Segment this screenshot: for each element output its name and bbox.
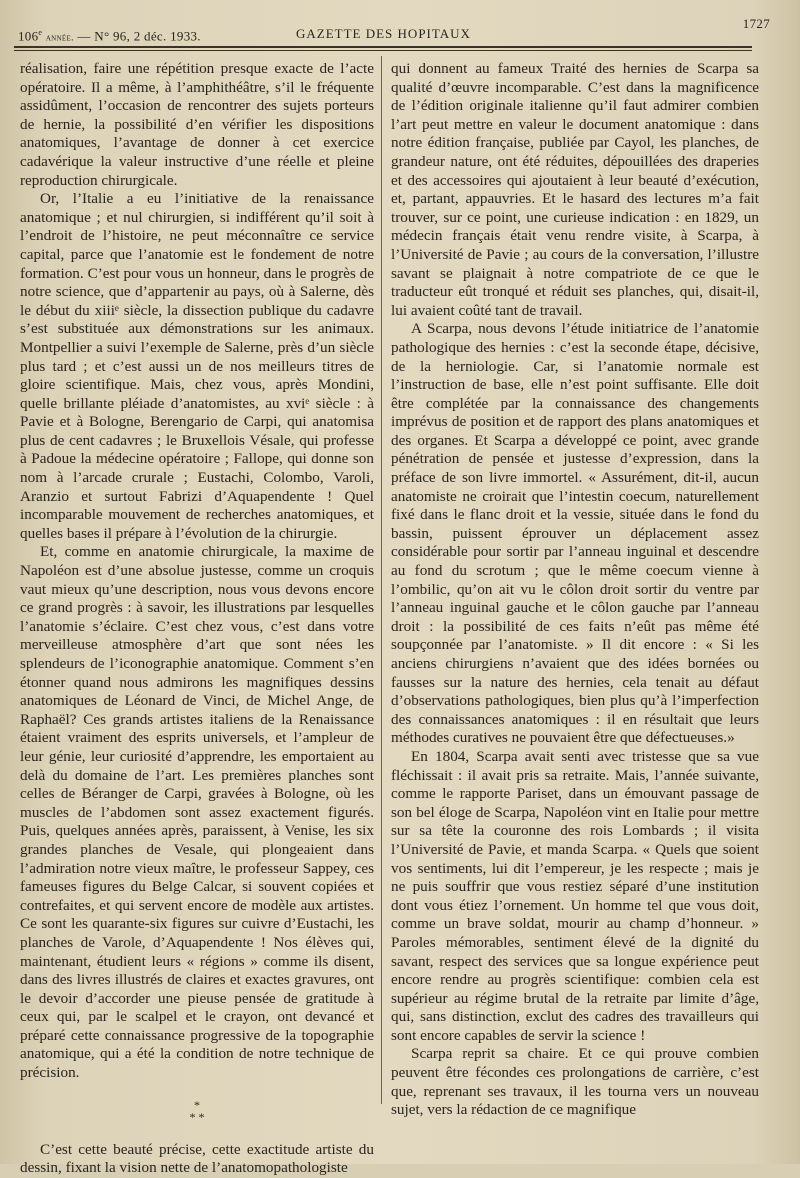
- issue-info: [18, 28, 201, 44]
- right-column: [391, 60, 759, 1120]
- journal-title: GAZETTE DES HOPITAUX: [296, 26, 471, 41]
- year-suffix: e: [38, 28, 43, 37]
- page-number: 1727: [742, 16, 770, 31]
- left-paragraph-2: Or, l’Italie a eu l’initiative de la renaissance anatomique ; et nul chirurgien, si indifférent qu’il soit à l’endroit de l’histoire, ne peut méconnaître ce service capital, parce que l’anatomie est le fondement de notre formation. C’est pour vous un honneur, dans le progrès de notre science, que d’appartenir au pays, où à Salerne, dès le début du xiiiᵉ siècle, la dissection publique du cadavre s’est substituée aux démonstrations sur les animaux. Montpellier a suivi l’exemple de Salerne, près d’un siècle plus tard ; et c’est aussi un de nos meilleurs titres de gloire scientifique. Mais, chez vous, après Mondini, quelle brillante pléiade d’anatomistes, au xviᵉ siècle : à Pavie et à Bologne, Berengario de Carpi, qui anatomisa plus de cent cadavres ; le Bruxellois Vésale, qui professe à Padoue la médecine opératoire ; Fallope, qui donne son nom à l’arcade crurale ; Eustachi, Colombo, Varoli, Aranzio et surtout Fabrizi d’Aquapendente ! Quel incomparable mouvement de recherches anatomiques, et quelles bases il prépare à l’évolution de la chirurgie.: [20, 190, 374, 542]
- left-column: [20, 60, 374, 1178]
- year-word: année.: [45, 32, 74, 44]
- right-paragraph-2: A Scarpa, nous devons l’étude initiatrice de l’anatomie pathologique des hernies : c’est la seconde étape, décisive, de la herniologie. Car, si l’anatomie normale est l’instruction de base, elle n’est point suffisante. Elle doit être complétée par la connaissance des changements imprévus de position et de rapport des plans anatomiques et des organes. Et Scarpa a développé ce point, avec grande pénétration de pensée et justesse d’expression, dans la préface de son livre immortel. « Assurément, dit-il, aucun anatomiste ne croirait que l’intestin coecum, naturellement fixé dans le flanc droit et la vessie, située dans le fond du bassin, puissent éprouver un déplacement assez considérable pour sortir par l’anneau inguinal et descendre au fond du scrotum ; que le même coecum vienne à l’ombilic, qu’on ait vu le côlon droit sortir du ventre par l’anneau inguinal gauche et le côlon gauche par l’anneau droit : la possibilité de ces faits n’eût pas même été soupçonnée par l’anatomiste. » Il dit encore : « Si les anciens chirurgiens n’avaient que des idées bornées ou fausses sur la nature des hernies, cela tenait au défaut d’observations pathologiques, bien plus qu’à l’imperfection des connaissances anatomiques : il en résultait que leurs méthodes curatives ne pouvaient être que défectueuses.»: [391, 320, 759, 747]
- header-rule-thin: [14, 50, 752, 51]
- separator-line-2: * *: [189, 1109, 205, 1124]
- separator-line-1: *: [194, 1097, 200, 1112]
- right-paragraph-1: qui donnent au fameux Traité des hernies de Scarpa sa qualité d’œuvre incomparable. C’est dans la magnificence de l’édition originale italienne qu’il faut admirer combien l’art peut mettre en valeur le document anatomique : dans notre édition française, publiée par Cayol, les planches, de grandeur nature, ont été réduites, dépouillées des draperies et des accessoires qui ajoutaient à leur beauté d’exécution, et, partant, appauvries. Et le hasard des lectures m’a fait trouver, sur ce point, une curieuse indication : en 1829, un médecin français était venu rendre visite, à Scarpa, à l’Université de Pavie ; au cours de la conversation, l’illustre savant se plaignait à notre compatriote de ce que le traducteur eût tronqué et réduit ses planches, qui, disait-il, lui avaient coûté tant de travail.: [391, 60, 759, 319]
- right-paragraph-3: En 1804, Scarpa avait senti avec tristesse que sa vue fléchissait : il avait pris sa retraite. Mais, l’année suivante, comme le rapporte Pariset, dans un émouvant passage de son bel éloge de Scarpa, Napoléon vint en Italie pour mettre sur sa tête la couronne des rois Lombards ; il visita l’Université de Pavie, et manda Scarpa. « Quels que soient vos sentiments, lui dit l’empereur, je les respecte ; mais je ne puis souffrir que vous restiez séparé d’une institution dont vous étiez l’ornement. Un homme tel que vous doit, comme un brave soldat, mourir au champ d’honneur. » Paroles mémorables, sentiment élevé de la dignité du savant, respect des services que sa longue expérience peut encore rendre au progrès scientifique: combien cela est supérieur au régime brutal de la retraite par limite d’âge, qui, sans distinction, exclut des cadres des travailleurs qui sont encore capables de servir la science !: [391, 747, 759, 1044]
- page-header: [18, 16, 770, 44]
- section-separator: [20, 1099, 374, 1123]
- column-divider: [381, 56, 382, 1104]
- left-paragraph-3: Et, comme en anatomie chirurgicale, la maxime de Napoléon est d’une absolue justesse, comme un croquis vaut mieux qu’une description, nous vous devons encore ce grand progrès : à savoir, les illustrations par lesquelles l’anatomie s’éclaire. C’est chez vous, c’est dans votre merveilleuse atmosphère d’art que sont nées les splendeurs de l’iconographie anatomique. Comment s’en étonner quand nous admirons les magnifiques dessins anatomiques de Léonard de Vinci, de Michel Ange, de Raphaël? Ces grands artistes italiens de la Renaissance étaient vraiment des esprits universels, et l’ampleur de leur génie, leur curiosité d’apprendre, les emportaient au delà du domaine de l’art. Les premières planches sont celles de Béranger de Carpi, gravées à Bologne, où les muscles de l’abdomen sont assez exactement figurés. Puis, quelques années après, paraissent, à Venise, les six grandes planches de Vesale, qui plongeaient dans l’admiration notre vieux maître, le professeur Sappey, ces fameuses figures du Belge Calcar, si souvent copiées et contrefaites, et qui servent encore de modèle aux artistes. Ce sont les quarante-six figures sur cuivre d’Eustachi, les planches de Varole, d’Aquapendente ! Nos élèves qui, maintenant, étudient leurs « régions » comme ils disent, dans des livres illustrés de claires et exactes gravures, ont le devoir d’accorder une pieuse pensée de gratitude à ceux qui, par le scalpel et le crayon, ont devancé et préparé cette connaissance progressive de la topographie anatomique, qui a été la condition de notre technique de précision.: [20, 543, 374, 1082]
- left-paragraph-4: C’est cette beauté précise, cette exactitude artiste du dessin, fixant la vision nette de l’anatomopathologiste: [20, 1140, 374, 1177]
- issue-number: — N° 96, 2 déc. 1933.: [77, 28, 201, 44]
- left-paragraph-1: réalisation, faire une répétition presque exacte de l’acte opératoire. Il a même, à l’amphithéâtre, s’il le fréquente assidûment, l’occasion de rencontrer des sujets porteurs de hernie, la possibilité d’en vérifier les dispositions anatomiques, l’avantage de donner à cet exercice cadavérique la valeur instructive d’une réelle et pleine reproduction chirurgicale.: [20, 60, 374, 189]
- year-number: 106: [18, 28, 39, 44]
- header-rule-thick: [14, 46, 752, 48]
- right-paragraph-4: Scarpa reprit sa chaire. Et ce qui prouve combien peuvent être fécondes ces prolongations de carrière, c’est que, reprenant ses travaux, il les tourna vers un nouveau sujet, vers la rédaction de ce magnifique: [391, 1045, 759, 1119]
